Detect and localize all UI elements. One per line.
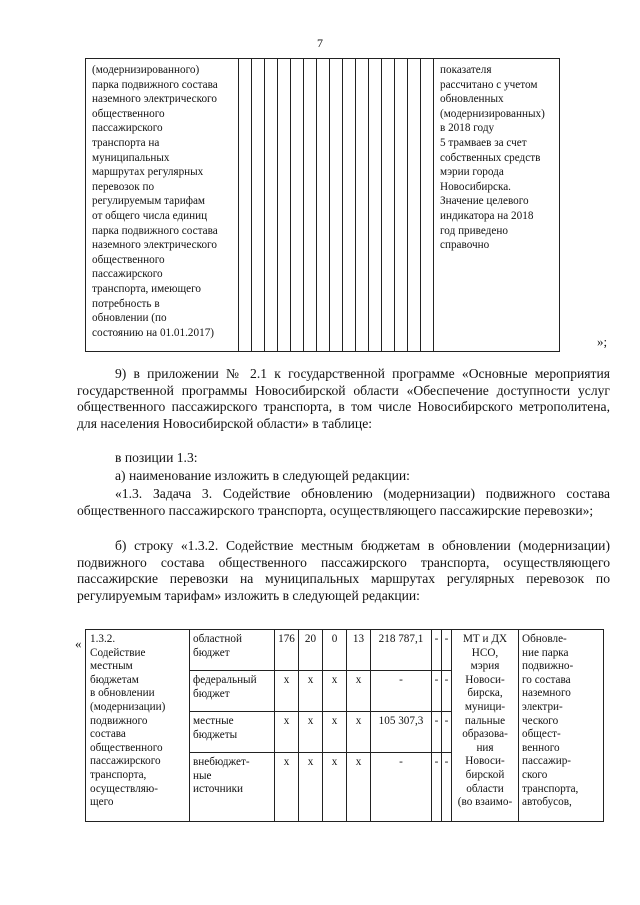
value-cell: x xyxy=(323,753,347,822)
amount-cell: - xyxy=(371,753,432,822)
value-cell: x xyxy=(275,753,299,822)
value-cell: x xyxy=(347,712,371,753)
value-cell: 176 xyxy=(275,630,299,671)
empty-cell xyxy=(252,59,265,352)
empty-cell xyxy=(304,59,317,352)
value-cell: x xyxy=(323,712,347,753)
paragraph-item-9: 9) в приложении № 2.1 к государственной программе «Основные мероприятия государственной программы Новосибирской области «Обеспечение доступности услуг общественного пассажирского транспорта, в том числе Новосибирского метрополитена, для населения Новосибирской области» в таблице: xyxy=(77,366,610,431)
empty-cell xyxy=(291,59,304,352)
paragraph-a: а) наименование изложить в следующей редакции: xyxy=(115,468,410,483)
value-cell: x xyxy=(275,671,299,712)
value-cell: x xyxy=(299,671,323,712)
paragraph-b: б) строку «1.3.2. Содействие местным бюджетам в обновлении (модернизации) подвижного состава общественного пассажирского транспорта, осуществляющего пассажирские перевозки на муниципальных маршрутах регулярных перевозок по регулируемым тарифам» изложить в следующей редакции: xyxy=(77,538,610,603)
empty-cell xyxy=(421,59,434,352)
page-number: 7 xyxy=(317,36,323,50)
value-cell: x xyxy=(299,753,323,822)
dash-cell: - xyxy=(442,712,452,753)
amount-cell: 218 787,1 xyxy=(371,630,432,671)
empty-cell xyxy=(317,59,330,352)
empty-cell xyxy=(356,59,369,352)
value-cell: x xyxy=(347,671,371,712)
value-cell: 20 xyxy=(299,630,323,671)
value-cell: x xyxy=(323,671,347,712)
dash-cell: - xyxy=(442,753,452,822)
empty-cell xyxy=(369,59,382,352)
indicator-table xyxy=(85,58,560,352)
dash-cell: - xyxy=(442,630,452,671)
responsible-cell: МТ и ДХ НСО, мэрия Новоси- бирска, муници- пальные образова- ния Новоси- бирской области (во взаимо- xyxy=(452,630,519,822)
dash-cell: - xyxy=(432,712,442,753)
result-cell: Обновле- ние парка подвижно- го состава наземного электри- ческого общест- венного пассажир- ского транспорта, автобусов, xyxy=(519,630,604,822)
value-cell: x xyxy=(347,753,371,822)
indicator-name-cell xyxy=(86,59,239,352)
value-cell: x xyxy=(275,712,299,753)
funding-source: федеральный бюджет xyxy=(190,671,275,712)
value-cell: 13 xyxy=(347,630,371,671)
note-text: показателя рассчитано с учетом обновленных (модернизированных) в 2018 году 5 трамваев за счет собственных средств мэрии города Новосибирска. Значение целевого индикатора на 2018 год приведено справочно xyxy=(440,64,545,252)
amount-cell: 105 307,3 xyxy=(371,712,432,753)
value-cell: 0 xyxy=(323,630,347,671)
paragraph-quote: «1.3. Задача 3. Содействие обновлению (модернизации) подвижного состава общественного пассажирского транспорта, осуществляющего пассажирские перевозки»; xyxy=(77,486,610,518)
dash-cell: - xyxy=(432,753,442,822)
empty-cell xyxy=(382,59,395,352)
dash-cell: - xyxy=(432,630,442,671)
empty-cell xyxy=(343,59,356,352)
note-cell xyxy=(434,59,560,352)
empty-cell xyxy=(395,59,408,352)
paragraph-position: в позиции 1.3: xyxy=(115,450,198,465)
funding-source: областной бюджет xyxy=(190,630,275,671)
funding-source: внебюджет- ные источники xyxy=(190,753,275,822)
amount-cell: - xyxy=(371,671,432,712)
funding-source: местные бюджеты xyxy=(190,712,275,753)
closing-quote: »; xyxy=(597,334,608,349)
opening-quote: « xyxy=(75,636,82,651)
dash-cell: - xyxy=(432,671,442,712)
funding-table xyxy=(85,629,604,822)
empty-cell xyxy=(239,59,252,352)
indicator-name-text: (модернизированного) парка подвижного состава наземного электрического общественного пассажирского транспорта на муниципальных маршрутах регулярных перевозок по регулируемым тарифам от общего числа единиц парка подвижного состава наземного электрического общественного пассажирского транспорта, имеющего потребность в обновлении (по состоянию на 01.01.2017) xyxy=(92,64,218,339)
value-cell: x xyxy=(299,712,323,753)
empty-cell xyxy=(330,59,343,352)
dash-cell: - xyxy=(442,671,452,712)
measure-name-cell: 1.3.2. Содействие местным бюджетам в обновлении (модернизации) подвижного состава общественного пассажирского транспорта, осуществляю- щего xyxy=(86,630,190,822)
empty-cell xyxy=(265,59,278,352)
empty-cell xyxy=(278,59,291,352)
empty-cell xyxy=(408,59,421,352)
